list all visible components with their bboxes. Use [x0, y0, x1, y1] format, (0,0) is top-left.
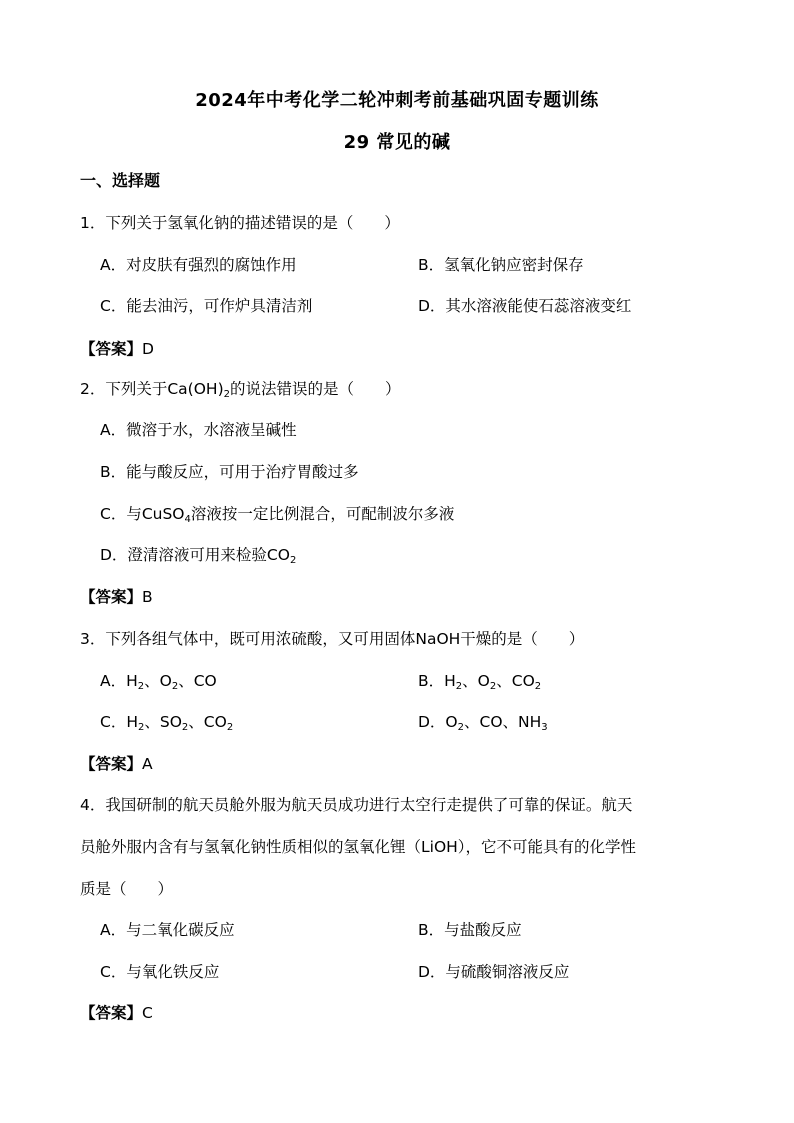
question-1-option-c: C．能去油污，可作炉具清洁剂 [100, 297, 313, 315]
question-2-answer [80, 585, 153, 607]
question-1-answer [80, 337, 154, 359]
question-3-stem: 3．下列各组气体中，既可用浓硫酸，又可用固体NaOH干燥的是（ ） [80, 630, 585, 648]
question-2-option-d: D．澄清溶液可用来检验$CO_2$ [100, 546, 297, 566]
question-4-stem-line-3: 质是（ ） [80, 880, 174, 898]
question-4-option-c: C．与氧化铁反应 [100, 963, 220, 981]
question-4-stem-line-1: 4．我国研制的航天员舱外服为航天员成功进行太空行走提供了可靠的保证。航天 [80, 796, 633, 814]
question-1-option-d: D．其水溶液能使石蕊溶液变红 [418, 297, 632, 315]
question-3-option-b: B．$H_2$、$O_2$、$CO_2$ [418, 672, 542, 692]
question-2-option-b: B．能与酸反应，可用于治疗胃酸过多 [100, 463, 359, 481]
question-1-option-b: B．氢氧化钠应密封保存 [418, 256, 584, 274]
answer-label: 【答案】 [80, 1004, 143, 1022]
question-4-stem-line-2: 员舱外服内含有与氢氧化钠性质相似的氢氧化锂（LiOH），它不可能具有的化学性 [80, 838, 637, 856]
answer-value: B [142, 588, 153, 606]
question-3-option-d: D．$O_2$、CO、$NH_3$ [418, 713, 548, 733]
answer-label: 【答案】 [80, 755, 143, 773]
document-subtitle: 29 常见的碱 [343, 132, 451, 153]
question-4-option-a: A．与二氧化碳反应 [100, 921, 235, 939]
section-heading: 一、选择题 [80, 171, 161, 190]
question-1-option-a: A．对皮肤有强烈的腐蚀作用 [100, 256, 297, 274]
answer-label: 【答案】 [80, 588, 143, 606]
question-2-stem: 2．下列关于$Ca(OH)_2$的说法错误的是（ ） [80, 380, 401, 400]
question-3-option-a: A．$H_2$、$O_2$、CO [100, 672, 217, 692]
answer-label: 【答案】 [80, 340, 143, 358]
question-2-option-a: A．微溶于水，水溶液呈碱性 [100, 421, 297, 439]
answer-value: C [142, 1004, 153, 1022]
question-3-option-c: C．$H_2$、$SO_2$、$CO_2$ [100, 713, 234, 733]
answer-value: A [142, 755, 153, 773]
question-4-option-d: D．与硫酸铜溶液反应 [418, 963, 570, 981]
question-2-option-c: C．与CuSO$_4$溶液按一定比例混合，可配制波尔多液 [100, 505, 455, 525]
question-3-answer [80, 752, 153, 774]
question-4-option-b: B．与盐酸反应 [418, 921, 522, 939]
answer-value: D [142, 340, 154, 358]
document-title: 2024年中考化学二轮冲刺考前基础巩固专题训练 [195, 90, 599, 111]
question-1-stem: 1．下列关于氢氧化钠的描述错误的是（ ） [80, 214, 400, 232]
question-4-answer [80, 1001, 153, 1023]
